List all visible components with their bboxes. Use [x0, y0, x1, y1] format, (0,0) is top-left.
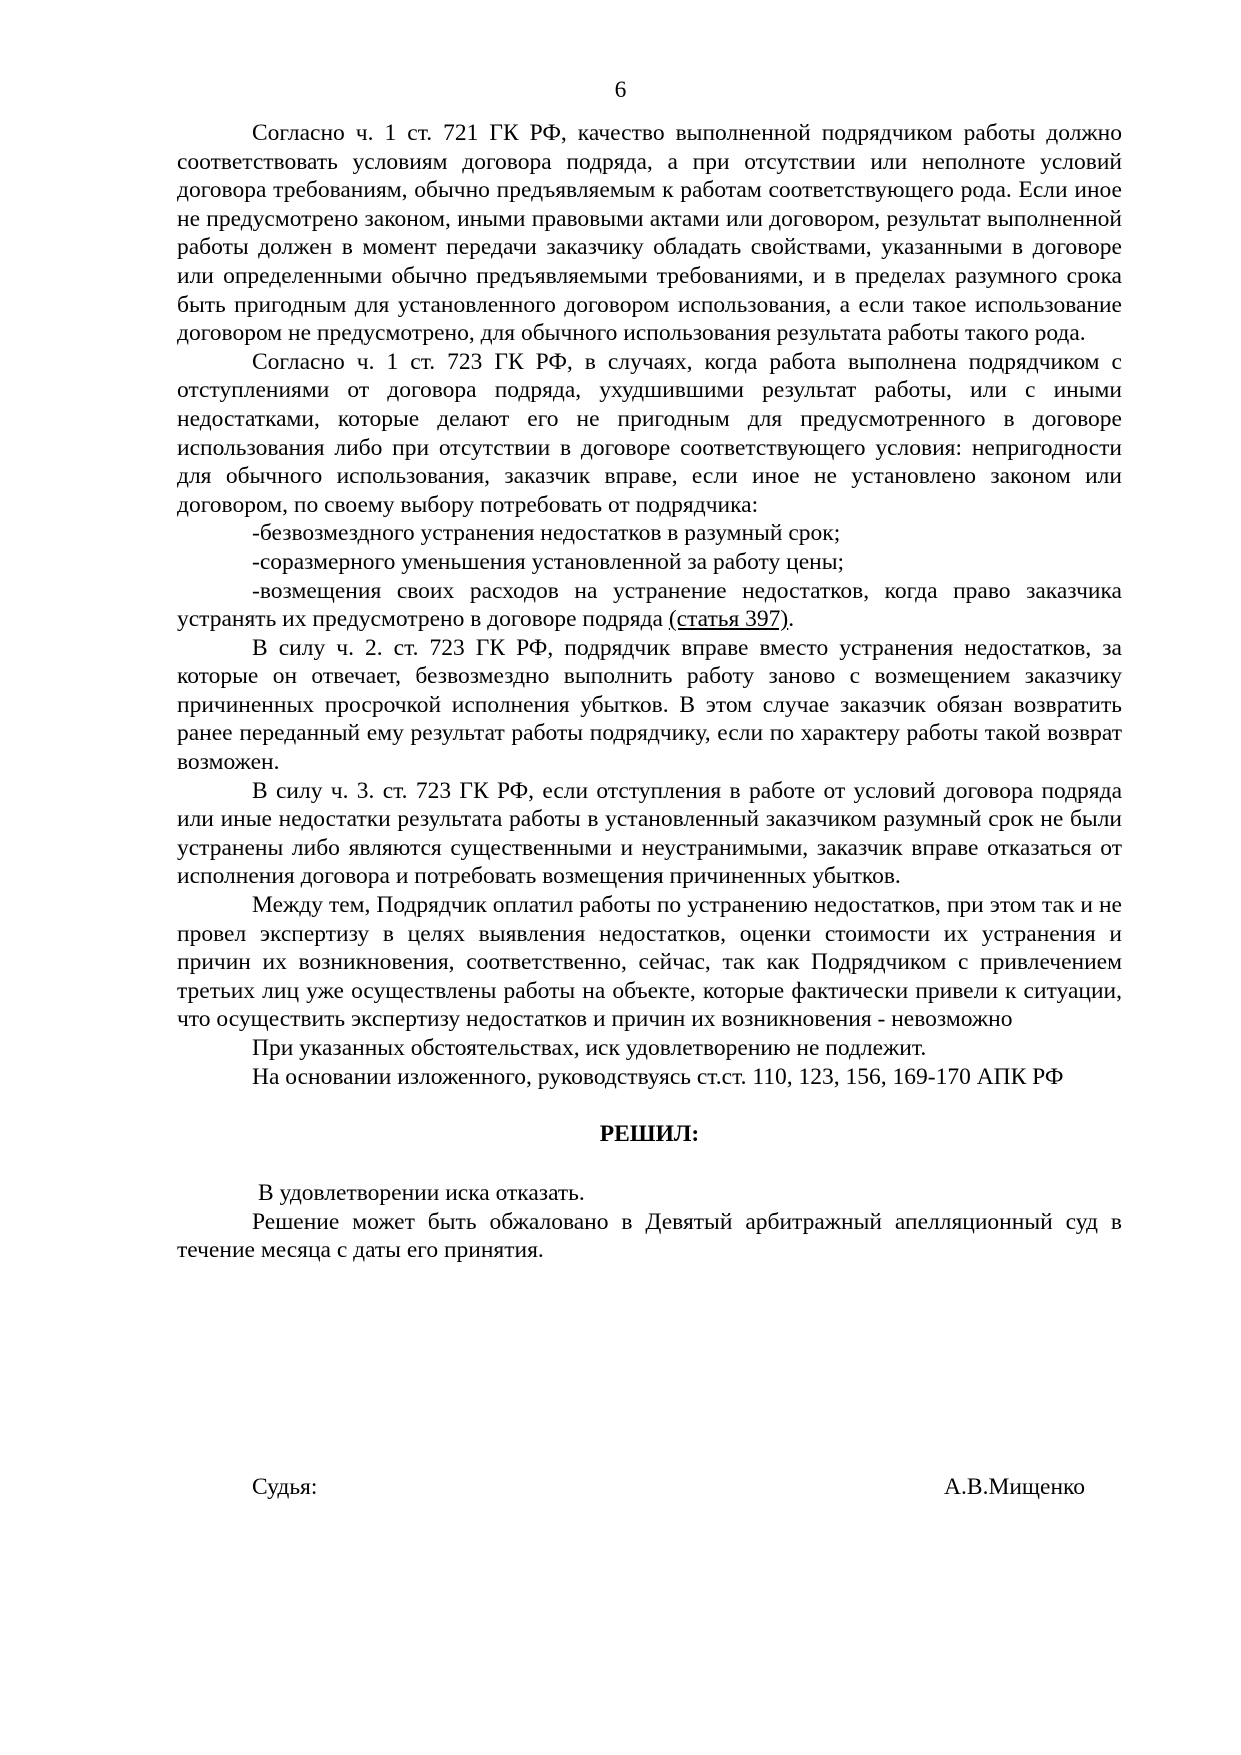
paragraph-legal-basis: На основании изложенного, руководствуясь ст.ст. 110, 123, 156, 169-170 АПК РФ: [252, 1063, 1064, 1090]
paragraph-art-723-part-1: Согласно ч. 1 ст. 723 ГК РФ, в случаях, когда работа выполнена подрядчиком с отступлениями от договора подряда, ухудшившими результат работы, или с иными недостатками, которые делают его не пригодным для предусмотренного в договоре использования либо при отсутствии в договоре соответствующего условия: непригодности для обычного использования, заказчик вправе, если иное не установлено законом или договором, по своему выбору потребовать от подрядчика:: [177, 348, 1122, 518]
resolution-block: [177, 1179, 1122, 1265]
list-item-expense-text: -возмещения своих расходов на устранение недостатков, когда право заказчика устранять их предусмотрено в договоре подряда: [177, 577, 1122, 633]
judge-name: А.В.Мищенко: [944, 1474, 1085, 1500]
list-item-free-repair: -безвозмездного устранения недостатков в разумный срок;: [252, 520, 841, 547]
paragraph-art-721: Согласно ч. 1 ст. 721 ГК РФ, качество выполненной подрядчиком работы должно соответствовать условиям договора подряда, а при отсутствии или неполноте условий договора требованиям, обычно предъявляемым к работам соответствующего рода. Если иное не предусмотрено законом, иными правовыми актами или договором, результат выполненной работы должен в момент передачи заказчику обладать свойствами, указанными в договоре или определенными обычно предъявляемыми требованиями, и в пределах разумного срока быть пригодным для установленного договором использования, а если такое использование договором не предусмотрено, для обычного использования результата работы такого рода.: [177, 120, 1122, 347]
page-number: 6: [614, 77, 627, 103]
document-body: [177, 119, 1122, 1265]
resolution-appeal: Решение может быть обжаловано в Девятый арбитражный апелляционный суд в течение месяца с даты его принятия.: [177, 1208, 1122, 1264]
paragraph-art-723-part-2: В силу ч. 2. ст. 723 ГК РФ, подрядчик вправе вместо устранения недостатков, за которые он отвечает, безвозмездно выполнить работу заново с возмещением заказчику причиненных просрочкой исполнения убытков. В этом случае заказчик обязан возвратить ранее переданный ему результат работы подрядчику, если по характеру работы такой возврат возможен.: [177, 634, 1122, 776]
paragraph-contractor-facts: Между тем, Подрядчик оплатил работы по устранению недостатков, при этом так и не провел экспертизу в целях выявления недостатков, оценки стоимости их устранения и причин их возникновения, соответственно, сейчас, так как Подрядчиком с привлечением третьих лиц уже осуществлены работы на объекте, которые фактически привели к ситуации, что осуществить экспертизу недостатков и причин их возникновения - невозможно: [177, 892, 1122, 1033]
paragraph-conclusion: При указанных обстоятельствах, иск удовлетворению не подлежит.: [252, 1035, 927, 1061]
judge-label: Судья:: [252, 1474, 318, 1500]
article-397-link[interactable]: (статья 397): [668, 606, 789, 633]
list-item-expense-reimbursement: [177, 577, 1122, 634]
paragraph-art-723-part-3: В силу ч. 3. ст. 723 ГК РФ, если отступления в работе от условий договора подряда или иные недостатки результата работы в установленный заказчиком разумный срок не были устранены либо являются существенными и неустранимыми, заказчик вправе отказаться от исполнения договора и потребовать возмещения причиненных убытков.: [177, 777, 1122, 890]
resolution-heading: РЕШИЛ:: [599, 1121, 700, 1148]
list-item-expense-end: .: [788, 606, 795, 633]
list-item-price-reduction: -соразмерного уменьшения установленной за работу цены;: [252, 548, 845, 575]
resolution-decision: В удовлетворении иска отказать.: [258, 1180, 585, 1207]
